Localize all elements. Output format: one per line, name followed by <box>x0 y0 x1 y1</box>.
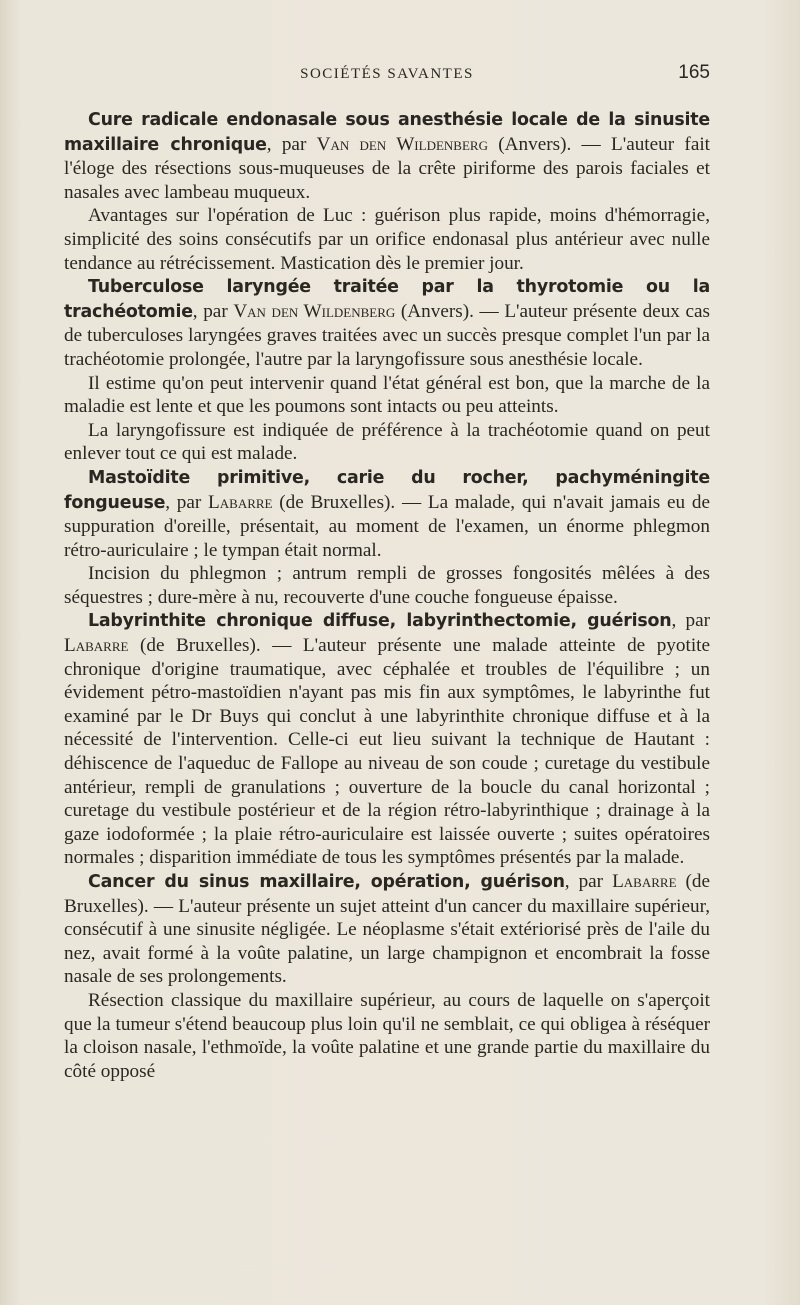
article-author: Labarre <box>208 491 273 513</box>
article-author: Van den Wildenberg <box>316 133 488 155</box>
article-paragraph: Résection classique du maxillaire supérieur, au cours de laquelle on s'aperçoit que la tumeur s'étend beaucoup plus loin qu'il ne semblait, ce qui obligea à réséquer la cloison nasale, l'ethmoïde, la voûte palatine et une grande partie du maxillaire du côté opposé <box>64 989 710 1082</box>
article-title: Cure radicale endonasale sous anesthésie locale de la sinusite maxillaire chronique <box>64 110 710 155</box>
article-lead <box>64 108 710 204</box>
article-lead <box>64 275 710 371</box>
page-header <box>64 62 710 88</box>
article-text: (de Bruxelles). — La malade, qui n'avait jamais eu de suppuration d'oreille, présentait, au moment de l'examen, un énorme phlegmon rétro-auriculaire ; le tympan était normal. <box>64 491 710 561</box>
article-text: (Anvers). — L'auteur présente deux cas de tuberculoses laryngées graves traitées avec un succès presque complet l'un par la trachéotomie prolongée, l'autre par la laryngofissure sous anesthésie locale. <box>64 300 710 370</box>
article-title: Tuberculose laryngée traitée par la thyrotomie ou la trachéotomie <box>64 277 710 322</box>
page-number: 165 <box>678 62 710 83</box>
article-by: , par <box>192 300 234 322</box>
article-title: Mastoïdite primitive, carie du rocher, pachyméningite fongueuse <box>64 467 710 513</box>
article-text: (de Bruxelles). — L'auteur présente une malade atteinte de pyotite chronique d'origine traumatique, avec céphalée et troubles de l'équilibre ; un évidement pétro-mastoïdien n'ayant pas mis fin aux symptômes, le labyrinthe fut examiné par le Dr Buys qui conclut à une labyrinthite chronique diffuse et à la nécessité de l'intervention. Celle-ci eut lieu suivant la technique de Hautant : déhiscence de l'aqueduc de Fallope au niveau de son coude ; curetage du vestibule antérieur, rempli de granulations ; ouverture de la boucle du canal horizontal ; curetage du vestibule postérieur et de la région rétro-labyrinthique ; drainage à la gaze iodoformée ; la plaie rétro-auriculaire est laissée ouverte ; suites opératoires normales ; disparition immédiate de tous les symptômes présentés par la malade. <box>64 635 710 869</box>
article-text: (Anvers). — L'auteur fait l'éloge des résections sous-muqueuses de la crête piriforme des parois faciales et nasales avec lambeau muqueux. <box>64 133 710 203</box>
body-text <box>64 108 710 1083</box>
article-author: Van den Wildenberg <box>233 300 396 322</box>
article-by: , par <box>564 871 613 892</box>
article-author: Labarre <box>64 635 129 657</box>
article-text: (de Bruxelles). — L'auteur présente un sujet atteint d'un cancer du maxillaire supérieur, consécutif à une sinusite négligée. Le néoplasme s'était extériorisé près de l'aile du nez, avait formé à la voûte palatine, un large champignon et encombrait la fosse nasale de ses prolongements. <box>64 871 710 988</box>
article-by: , par <box>165 491 209 513</box>
article-author: Labarre <box>612 871 677 892</box>
article-by: , par <box>266 133 317 155</box>
article-by: , par <box>671 610 711 632</box>
article-lead <box>64 870 710 989</box>
article-paragraph: Il estime qu'on peut intervenir quand l'état général est bon, que la marche de la maladie est lente et que les poumons sont intacts ou peu atteints. <box>64 372 710 418</box>
article-title: Labyrinthite chronique diffuse, labyrinthectomie, guérison <box>88 611 672 632</box>
article-paragraph: Incision du phlegmon ; antrum rempli de grosses fongosités mêlées à des séquestres ; dure-mère à nu, recouverte d'une couche fongueuse épaisse. <box>64 563 710 608</box>
article-title: Cancer du sinus maxillaire, opération, guérison <box>88 872 565 892</box>
article-paragraph: La laryngofissure est indiquée de préférence à la trachéotomie quand on peut enlever tout ce qui est malade. <box>64 419 710 465</box>
article-lead <box>64 609 710 870</box>
article-paragraph: Avantages sur l'opération de Luc : guérison plus rapide, moins d'hémorragie, simplicité des soins consécutifs par un orifice endonasal plus antérieur avec nulle tendance au rétrécissement. Mastication dès le premier jour. <box>64 205 710 274</box>
article-lead <box>64 466 710 562</box>
running-head: SOCIÉTÉS SAVANTES <box>300 66 474 82</box>
